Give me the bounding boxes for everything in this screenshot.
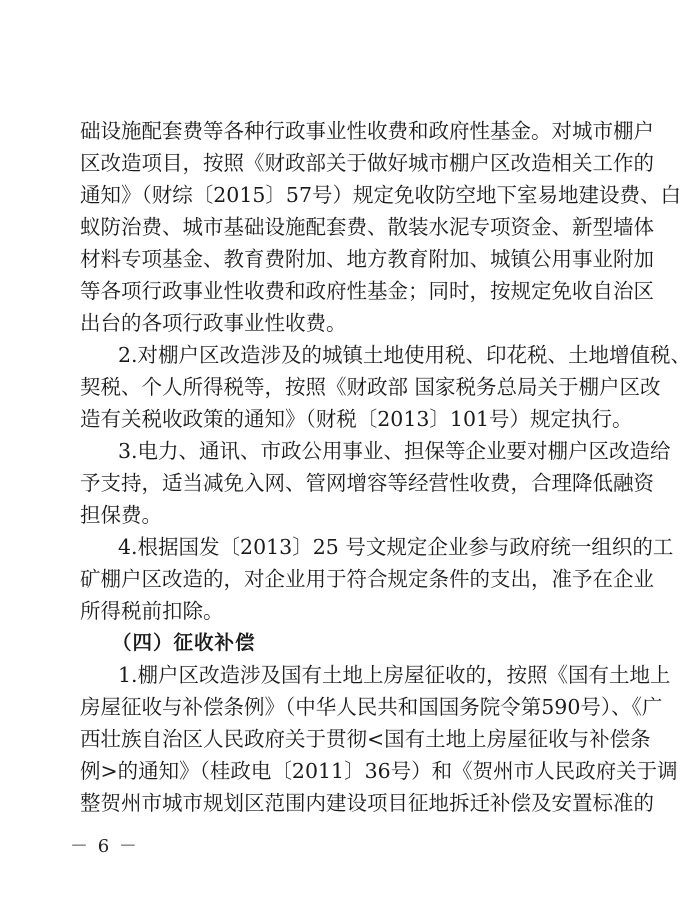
text-line: 例>的通知》（桂政电〔2011〕36号）和《贺州市人民政府关于调: [80, 759, 678, 783]
text-line: 通知》（财综〔2015〕57号）规定免收防空地下室易地建设费、白: [80, 183, 682, 207]
text-line: 区改造项目，按照《财政部关于做好城市棚户区改造相关工作的: [80, 151, 654, 175]
text-line: 3.电力、通讯、市政公用事业、担保等企业要对棚户区改造给: [118, 439, 671, 463]
text-line: 房屋征收与补偿条例》（中华人民共和国国务院令第590号）、《广: [80, 695, 663, 719]
text-line: 西壮族自治区人民政府关于贯彻<国有土地上房屋征收与补偿条: [80, 727, 651, 751]
text-line: 所得税前扣除。: [80, 599, 224, 623]
text-line: 2.对棚户区改造涉及的城镇土地使用税、印花税、土地增值税、: [118, 343, 691, 367]
text-line: 础设施配套费等各种行政事业性收费和政府性基金。对城市棚户: [80, 119, 654, 143]
text-line: 造有关税收政策的通知》（财税〔2013〕101号）规定执行。: [80, 407, 633, 431]
text-line: 1.棚户区改造涉及国有土地上房屋征收的，按照《国有土地上: [118, 663, 671, 687]
text-line: 担保费。: [80, 503, 162, 527]
text-line: 予支持，适当减免入网、管网增容等经营性收费，合理降低融资: [80, 471, 654, 495]
section-heading: （四）征收补偿: [112, 631, 256, 654]
text-line: 蚁防治费、城市基础设施配套费、散装水泥专项资金、新型墙体: [80, 215, 654, 239]
text-line: 出台的各项行政事业性收费。: [80, 311, 347, 335]
text-line: 契税、个人所得税等，按照《财政部 国家税务总局关于棚户区改: [80, 375, 661, 399]
text-line: 材料专项基金、教育费附加、地方教育附加、城镇公用事业附加: [80, 247, 654, 271]
text-line: 等各项行政事业性收费和政府性基金；同时，按规定免收自治区: [80, 279, 654, 303]
page-number: － 6 －: [70, 836, 139, 857]
text-line: 4.根据国发〔2013〕25 号文规定企业参与政府统一组织的工: [118, 535, 674, 559]
text-line: 整贺州市城市规划区范围内建设项目征地拆迁补偿及安置标准的: [80, 791, 654, 815]
text-line: 矿棚户区改造的，对企业用于符合规定条件的支出，准予在企业: [80, 567, 654, 591]
